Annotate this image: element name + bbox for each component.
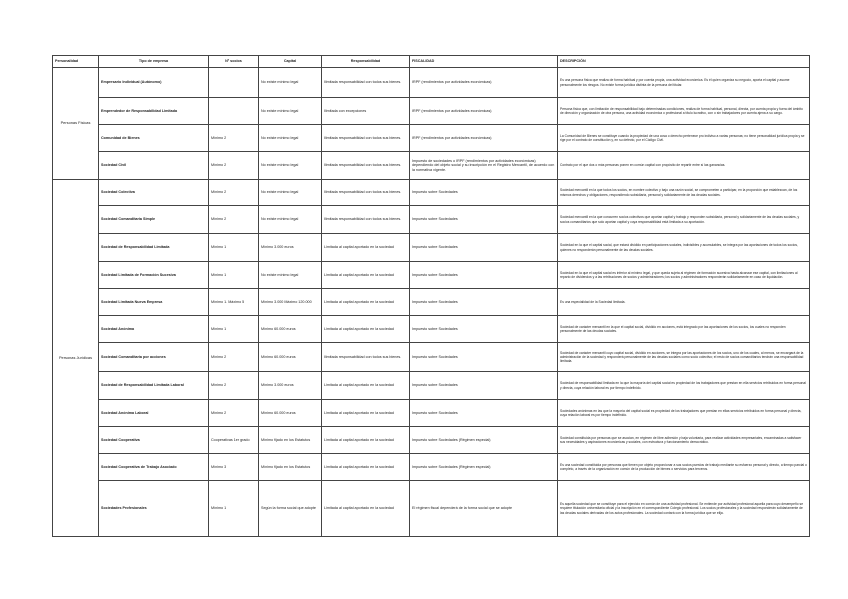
header-row: [53, 56, 810, 68]
tipo-cell: Emprendedor de Responsabilidad Limitada: [99, 98, 209, 125]
company-types-table: [52, 55, 810, 537]
tipo-cell: Sociedades Profesionales: [99, 481, 209, 537]
header-personalidad: Personalidad: [53, 56, 99, 68]
socios-cell: Mínimo 2: [209, 400, 259, 427]
capital-cell: No existe mínimo legal: [259, 98, 322, 125]
table-row: [53, 343, 810, 372]
responsabilidad-cell: Limitada al capital aportado en la sociedad: [322, 372, 410, 400]
descripcion-cell: Sociedad de carácter mercantil en la que el capital social, dividido en acciones, está integrado por las aportaciones de los socios, los cuales no responden personalmente de las deudas sociales.: [558, 316, 810, 343]
socios-cell: Mínimo 2: [209, 152, 259, 180]
descripcion-cell: Sociedad mercantil en la que todos los socios, en nombre colectivo y bajo una razón social, se comprometen a participar, en la proporción que establezcan, de los mismos derechos y obligaciones, respondiendo subsidiaria, personal y solidariamente de las deudas sociales.: [558, 180, 810, 206]
responsabilidad-cell: Limitada al capital aportado en la sociedad: [322, 454, 410, 481]
capital-cell: No existe mínimo legal: [259, 262, 322, 289]
responsabilidad-cell: Ilimitada responsabilidad con todos sus bienes.: [322, 68, 410, 98]
descripcion-cell: Es una especialidad de la Sociedad limitada.: [558, 289, 810, 316]
responsabilidad-cell: Ilimitada responsabilidad con todos sus bienes.: [322, 125, 410, 152]
socios-cell: Mínimo 3: [209, 454, 259, 481]
group-personas-fisicas: Personas Físicas: [53, 68, 99, 180]
table-row: [53, 234, 810, 262]
fiscalidad-cell: IRPF (rendimientos por actividades económicas): [410, 98, 558, 125]
table-row: [53, 262, 810, 289]
socios-cell: [209, 98, 259, 125]
capital-cell: Mínimo 3.000 euros: [259, 234, 322, 262]
socios-cell: Cooperativas 1er grado: [209, 427, 259, 454]
table-row: [53, 372, 810, 400]
responsabilidad-cell: Limitada al capital aportado en la sociedad: [322, 400, 410, 427]
fiscalidad-cell: Impuesto sobre Sociedades: [410, 316, 558, 343]
table-row: [53, 481, 810, 537]
header-responsabilidad: Responsabilidad: [322, 56, 410, 68]
tipo-cell: Sociedad Cooperativa: [99, 427, 209, 454]
header-fiscalidad: FISCALIDAD: [410, 56, 558, 68]
descripcion-cell: Es aquella sociedad que se constituye para el ejercicio en común de una actividad profesional. Se entiende por actividad profesional aquella para cuyo desempeño se requiere titulación universitaria oficial y la inscripción en el correspondiente Colegio profesional. Los socios profesionales y la sociedad responderán solidariamente de las deudas sociales derivadas de los actos profesionales. La sociedad contará con la forma jurídica que se elija.: [558, 481, 810, 537]
capital-cell: No existe mínimo legal: [259, 180, 322, 206]
tipo-cell: Sociedad Limitada de Formación Sucesiva: [99, 262, 209, 289]
descripcion-cell: Es una sociedad constituida por personas que tienen por objeto proporcionar a sus socios puestos de trabajo mediante su esfuerzo personal y directo, a tiempo parcial o completo, a través de la organización en común de la producción de bienes o servicios para terceros.: [558, 454, 810, 481]
table-row: [53, 427, 810, 454]
tipo-cell: Sociedad Comanditaria Simple: [99, 206, 209, 234]
responsabilidad-cell: Ilimitada responsabilidad con todos sus bienes.: [322, 343, 410, 372]
fiscalidad-cell: Impuesto sobre Sociedades: [410, 289, 558, 316]
capital-cell: No existe mínimo legal: [259, 68, 322, 98]
fiscalidad-cell: Impuesto sobre Sociedades: [410, 343, 558, 372]
tipo-cell: Sociedad Limitada Nueva Empresa: [99, 289, 209, 316]
table-row: [53, 316, 810, 343]
tipo-cell: Sociedad de Responsabilidad Limitada Laboral: [99, 372, 209, 400]
tipo-cell: Sociedad Cooperativa de Trabajo Asociado: [99, 454, 209, 481]
capital-cell: Mínimo 3.000 Máximo 120.000: [259, 289, 322, 316]
responsabilidad-cell: Limitada al capital aportado en la sociedad: [322, 234, 410, 262]
responsabilidad-cell: Ilimitada responsabilidad con todos sus bienes.: [322, 180, 410, 206]
table-row: [53, 289, 810, 316]
table-row: [53, 454, 810, 481]
fiscalidad-cell: Impuesto sobre Sociedades: [410, 262, 558, 289]
tipo-cell: Sociedad Anónima: [99, 316, 209, 343]
fiscalidad-cell: Impuesto sobre Sociedades: [410, 206, 558, 234]
socios-cell: [209, 68, 259, 98]
descripcion-cell: Sociedad de responsabilidad limitada en la que la mayoría del capital social es propiedad de los trabajadores que prestan en ella servicios retribuidos en forma personal y directa, cuya relación laboral es por tiempo indefinido.: [558, 372, 810, 400]
socios-cell: Mínimo 2: [209, 343, 259, 372]
table-row: [53, 180, 810, 206]
header-tipo: Tipo de empresa: [99, 56, 209, 68]
descripcion-cell: Sociedad mercantil en la que concurren socios colectivos que aportan capital y trabajo y responden subsidiaria, personal y solidariamente de las deudas sociales, y socios comanditarios que solo aportan capital y cuya responsabilidad está limitada a su aportación.: [558, 206, 810, 234]
responsabilidad-cell: Limitada al capital aportado en la sociedad: [322, 481, 410, 537]
descripcion-cell: Sociedad en la que el capital social es inferior al mínimo legal, y que queda sujeta al régimen de formación sucesiva hasta alcanzar ese capital, con limitaciones al reparto de dividendos y a las retribuciones de socios y administradores; los socios y administradores responderán solidariamente en caso de liquidación.: [558, 262, 810, 289]
socios-cell: Mínimo 2: [209, 125, 259, 152]
responsabilidad-cell: Limitada al capital aportado en la sociedad: [322, 262, 410, 289]
header-capital: Capital: [259, 56, 322, 68]
responsabilidad-cell: Ilimitada con excepciones: [322, 98, 410, 125]
responsabilidad-cell: Limitada al capital aportado en la sociedad: [322, 316, 410, 343]
tipo-cell: Sociedad Anónima Laboral: [99, 400, 209, 427]
capital-cell: No existe mínimo legal: [259, 206, 322, 234]
socios-cell: Mínimo 1: [209, 481, 259, 537]
header-socios: Nº socios: [209, 56, 259, 68]
descripcion-cell: Sociedad constituida por personas que se asocian, en régimen de libre adhesión y baja voluntaria, para realizar actividades empresariales, encaminadas a satisfacer sus necesidades y aspiraciones económicas y sociales, con estructura y funcionamiento democrático.: [558, 427, 810, 454]
table-row: [53, 206, 810, 234]
socios-cell: Mínimo 1: [209, 262, 259, 289]
tipo-cell: Sociedad Civil: [99, 152, 209, 180]
descripcion-cell: Sociedad de carácter mercantil cuyo capital social, dividido en acciones, se integra por las aportaciones de los socios, uno de los cuales, al menos, se encargará de la administración de la sociedad y responderá personalmente de las deudas sociales como socio colectivo; el resto de socios comanditarios tendrán una responsabilidad limitada.: [558, 343, 810, 372]
responsabilidad-cell: Limitada al capital aportado en la sociedad: [322, 289, 410, 316]
tipo-cell: Comunidad de Bienes: [99, 125, 209, 152]
socios-cell: Mínimo 2: [209, 372, 259, 400]
descripcion-cell: Es una persona física que realiza de forma habitual y por cuenta propia, una actividad económica. Es él quien organiza su negocio, aporta el capital y asume personalmente los riesgos. No existe forma jurídica distinta de la persona del titular.: [558, 68, 810, 98]
header-descripcion: DESCRIPCIÓN: [558, 56, 810, 68]
capital-cell: No existe mínimo legal: [259, 125, 322, 152]
responsabilidad-cell: Ilimitada responsabilidad con todos sus bienes.: [322, 152, 410, 180]
fiscalidad-cell: Impuesto sobre Sociedades: [410, 372, 558, 400]
table-row: [53, 400, 810, 427]
table-row: [53, 125, 810, 152]
fiscalidad-cell: El régimen fiscal dependerá de la forma social que se adopte: [410, 481, 558, 537]
socios-cell: Mínimo 2: [209, 180, 259, 206]
table-row: [53, 152, 810, 180]
capital-cell: No existe mínimo legal: [259, 152, 322, 180]
capital-cell: Mínimo 60.000 euros: [259, 316, 322, 343]
table-row: [53, 68, 810, 98]
tipo-cell: Sociedad Comanditaria por acciones: [99, 343, 209, 372]
tipo-cell: Sociedad de Responsabilidad Limitada: [99, 234, 209, 262]
fiscalidad-cell: Impuesto sobre Sociedades (Régimen especial): [410, 454, 558, 481]
capital-cell: Mínimo fijado en los Estatutos: [259, 427, 322, 454]
fiscalidad-cell: Impuesto sobre Sociedades (Régimen especial): [410, 427, 558, 454]
socios-cell: Mínimo 1: [209, 234, 259, 262]
fiscalidad-cell: Impuesto sobre Sociedades: [410, 234, 558, 262]
group-personas-juridicas: Personas Jurídicas: [53, 180, 99, 537]
tipo-cell: Empresario Individual (Autónomo): [99, 68, 209, 98]
responsabilidad-cell: Limitada al capital aportado en la sociedad: [322, 427, 410, 454]
fiscalidad-cell: Impuesto de sociedades o IRPF (rendimientos por actividades económicas) dependiendo del objeto social y su inscripción en el Registro Mercantil, de acuerdo con la normativa vigente.: [410, 152, 558, 180]
socios-cell: Mínimo 1: [209, 316, 259, 343]
descripcion-cell: Contrato por el que dos o más personas ponen en común capital con propósito de repartir entre sí las ganancias.: [558, 152, 810, 180]
capital-cell: Mínimo 3.000 euros: [259, 372, 322, 400]
fiscalidad-cell: IRPF (rendimientos por actividades económicas): [410, 125, 558, 152]
descripcion-cell: Sociedades anónimas en las que la mayoría del capital social es propiedad de los trabajadores que prestan en ellas servicios retribuidos en forma personal y directa, cuya relación laboral es por tiempo indefinido.: [558, 400, 810, 427]
descripcion-cell: La Comunidad de Bienes se constituye cuando la propiedad de una cosa o derecho pertenece pro indiviso a varias personas; no tiene personalidad jurídica propia y se rige por el contrato de constitución y, en su defecto, por el Código Civil.: [558, 125, 810, 152]
capital-cell: Mínimo 60.000 euros: [259, 400, 322, 427]
descripcion-cell: Persona física que, con limitación de responsabilidad bajo determinadas condiciones, realiza de forma habitual, personal, directa, por cuenta propia y fuera del ámbito de dirección y organización de otra persona, una actividad económica o profesional a título lucrativo, con o sin trabajadores por cuenta ajena a su cargo.: [558, 98, 810, 125]
fiscalidad-cell: Impuesto sobre Sociedades: [410, 180, 558, 206]
responsabilidad-cell: Ilimitada responsabilidad con todos sus bienes.: [322, 206, 410, 234]
table-row: [53, 98, 810, 125]
socios-cell: Mínimo 1. Máximo 5: [209, 289, 259, 316]
capital-cell: Según la forma social que adopte: [259, 481, 322, 537]
socios-cell: Mínimo 2: [209, 206, 259, 234]
capital-cell: Mínimo fijado en los Estatutos: [259, 454, 322, 481]
fiscalidad-cell: Impuesto sobre Sociedades: [410, 400, 558, 427]
fiscalidad-cell: IRPF (rendimientos por actividades económicas): [410, 68, 558, 98]
capital-cell: Mínimo 60.000 euros: [259, 343, 322, 372]
descripcion-cell: Sociedad en la que el capital social, que estará dividido en participaciones sociales, indivisibles y acumulables, se integra por las aportaciones de todos los socios, quienes no responderán personalmente de las deudas sociales.: [558, 234, 810, 262]
tipo-cell: Sociedad Colectiva: [99, 180, 209, 206]
